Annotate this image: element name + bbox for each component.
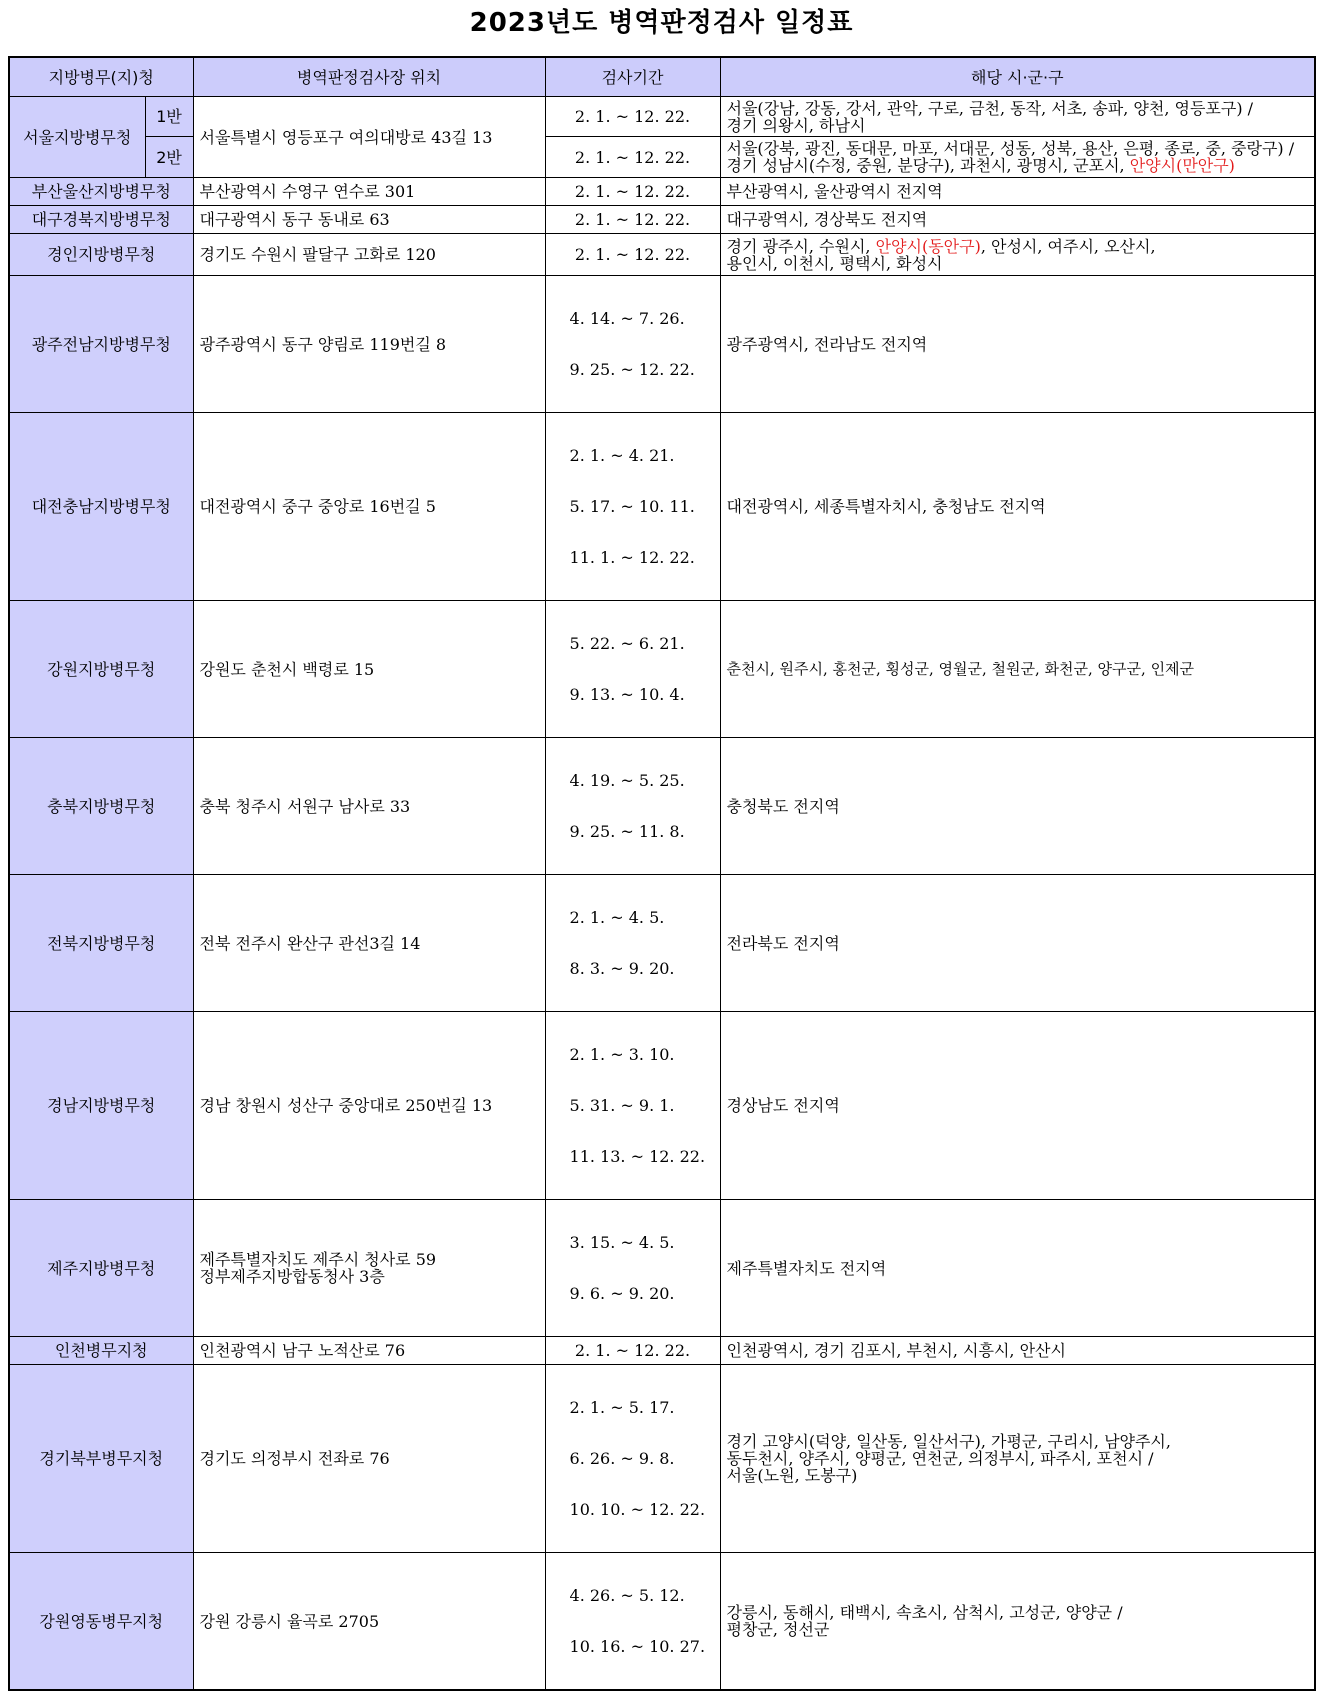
area-text: 경기 광주시, 수원시, (726, 236, 876, 256)
period-seoul-1: 2. 1. ~ 12. 22. (545, 97, 720, 137)
area-gwangju: 광주광역시, 전라남도 전지역 (720, 276, 1315, 413)
table-row (9, 97, 1315, 137)
page-title: 2023년도 병역판정검사 일정표 (469, 8, 854, 38)
period-line: 2. 1. ~ 3. 10. (569, 1045, 675, 1064)
area-gangwonyeongdong (720, 1553, 1315, 1691)
office-gangwon: 강원지방병무청 (9, 601, 193, 738)
period-line: 2. 1. ~ 4. 21. (569, 446, 675, 465)
period-incheon: 2. 1. ~ 12. 22. (545, 1337, 720, 1365)
period-line: 3. 15. ~ 4. 5. (569, 1233, 675, 1252)
location-gyeongin: 경기도 수원시 팔달구 고화로 120 (193, 234, 545, 276)
header-area: 해당 시·군·구 (720, 57, 1315, 97)
area-line: 강릉시, 동해시, 태백시, 속초시, 삼척시, 고성군, 양양군 / (726, 1603, 1123, 1622)
office-gangwonyeongdong: 강원영동병무지청 (9, 1553, 193, 1691)
area-line (727, 157, 1309, 174)
period-gyeongnam (545, 1012, 720, 1200)
period-line: 2. 1. ~ 5. 17. (569, 1398, 675, 1417)
location-chungbuk: 충북 청주시 서원구 남사로 33 (193, 738, 545, 875)
location-jeonbuk: 전북 전주시 완산구 관선3길 14 (193, 875, 545, 1012)
header-row (9, 57, 1315, 97)
table-row (9, 1012, 1315, 1200)
location-line: 정부제주지방합동청사 3층 (199, 1267, 385, 1286)
area-line: 경기 의왕시, 하남시 (726, 115, 866, 135)
table-row (9, 206, 1315, 234)
area-line: 동두천시, 양주시, 양평군, 연천군, 의정부시, 파주시, 포천시 / (726, 1449, 1154, 1468)
area-text: , 안성시, 여주시, 오산시, (980, 236, 1156, 256)
table-row (9, 1553, 1315, 1691)
office-busan: 부산울산지방병무청 (9, 178, 193, 206)
table-row (9, 178, 1315, 206)
office-jeju: 제주지방병무청 (9, 1200, 193, 1337)
area-jeju: 제주특별자치도 전지역 (720, 1200, 1315, 1337)
period-gangwonyeongdong (545, 1553, 720, 1691)
office-daejeon: 대전충남지방병무청 (9, 413, 193, 601)
period-line: 9. 25. ~ 12. 22. (569, 360, 695, 379)
period-line: 4. 14. ~ 7. 26. (569, 309, 685, 328)
area-chungbuk: 충청북도 전지역 (720, 738, 1315, 875)
period-line: 9. 25. ~ 11. 8. (569, 822, 685, 841)
period-line: 5. 17. ~ 10. 11. (569, 497, 695, 516)
office-gyeongin: 경인지방병무청 (9, 234, 193, 276)
period-line: 5. 31. ~ 9. 1. (569, 1096, 675, 1115)
period-line: 2. 1. ~ 4. 5. (569, 908, 665, 927)
ban-1: 1반 (145, 97, 193, 137)
period-line: 11. 13. ~ 12. 22. (569, 1147, 706, 1166)
period-line: 8. 3. ~ 9. 20. (569, 959, 675, 978)
area-highlight: 안양시(동안구) (875, 236, 981, 256)
period-line: 6. 26. ~ 9. 8. (569, 1449, 675, 1468)
location-gangwonyeongdong: 강원 강릉시 율곡로 2705 (193, 1553, 545, 1691)
location-gwangju: 광주광역시 동구 양림로 119번길 8 (193, 276, 545, 413)
office-daegu: 대구경북지방병무청 (9, 206, 193, 234)
area-gyeonggibukbu (720, 1365, 1315, 1553)
table-row (9, 413, 1315, 601)
area-gangwon: 춘천시, 원주시, 홍천군, 횡성군, 영월군, 철원군, 화천군, 양구군, 인제군 (720, 601, 1315, 738)
period-gangwon (545, 601, 720, 738)
period-gyeonggibukbu (545, 1365, 720, 1553)
period-gyeongin: 2. 1. ~ 12. 22. (545, 234, 720, 276)
location-gyeongnam: 경남 창원시 성산구 중앙대로 250번길 13 (193, 1012, 545, 1200)
period-busan: 2. 1. ~ 12. 22. (545, 178, 720, 206)
location-daegu: 대구광역시 동구 동내로 63 (193, 206, 545, 234)
area-line (727, 238, 1309, 255)
header-period: 검사기간 (545, 57, 720, 97)
period-line: 5. 22. ~ 6. 21. (569, 634, 685, 653)
office-chungbuk: 충북지방병무청 (9, 738, 193, 875)
area-text: 경기 성남시(수정, 중원, 분당구), 과천시, 광명시, 군포시, (726, 156, 1130, 175)
table-row (9, 601, 1315, 738)
office-seoul: 서울지방병무청 (9, 97, 145, 178)
office-gwangju: 광주전남지방병무청 (9, 276, 193, 413)
period-line: 9. 6. ~ 9. 20. (569, 1284, 675, 1303)
period-chungbuk (545, 738, 720, 875)
office-jeonbuk: 전북지방병무청 (9, 875, 193, 1012)
area-jeonbuk: 전라북도 전지역 (720, 875, 1315, 1012)
period-jeju (545, 1200, 720, 1337)
ban-2: 2반 (145, 137, 193, 178)
table-row (9, 738, 1315, 875)
table-row (9, 1200, 1315, 1337)
location-busan: 부산광역시 수영구 연수로 301 (193, 178, 545, 206)
table-row (9, 1365, 1315, 1553)
area-busan: 부산광역시, 울산광역시 전지역 (720, 178, 1315, 206)
period-seoul-2: 2. 1. ~ 12. 22. (545, 137, 720, 178)
area-seoul-1 (720, 97, 1315, 137)
location-line: 제주특별자치도 제주시 청사로 59 (199, 1250, 437, 1269)
area-line: 서울(노원, 도봉구) (726, 1466, 858, 1485)
table-row (9, 276, 1315, 413)
table-row (9, 234, 1315, 276)
header-location: 병역판정검사장 위치 (193, 57, 545, 97)
area-line: 용인시, 이천시, 평택시, 화성시 (726, 253, 943, 273)
table-row (9, 1337, 1315, 1365)
area-highlight: 안양시(만안구) (1129, 156, 1235, 175)
office-gyeongnam: 경남지방병무청 (9, 1012, 193, 1200)
location-incheon: 인천광역시 남구 노적산로 76 (193, 1337, 545, 1365)
schedule-table (8, 56, 1316, 1691)
period-line: 4. 19. ~ 5. 25. (569, 771, 685, 790)
area-gyeongin (720, 234, 1315, 276)
period-daejeon (545, 413, 720, 601)
area-incheon: 인천광역시, 경기 김포시, 부천시, 시흥시, 안산시 (720, 1337, 1315, 1365)
area-daegu: 대구광역시, 경상북도 전지역 (720, 206, 1315, 234)
location-jeju (193, 1200, 545, 1337)
period-line: 10. 16. ~ 10. 27. (569, 1637, 706, 1656)
period-line: 11. 1. ~ 12. 22. (569, 548, 695, 567)
location-gyeonggibukbu: 경기도 의정부시 전좌로 76 (193, 1365, 545, 1553)
period-line: 4. 26. ~ 5. 12. (569, 1586, 685, 1605)
area-line: 평창군, 정선군 (726, 1620, 830, 1639)
period-jeonbuk (545, 875, 720, 1012)
area-line: 서울(강북, 광진, 동대문, 마포, 서대문, 성동, 성북, 용산, 은평, 종로, 중, 중랑구) / (726, 139, 1295, 158)
area-seoul-2 (720, 137, 1315, 178)
period-line: 9. 13. ~ 10. 4. (569, 685, 685, 704)
office-incheon: 인천병무지청 (9, 1337, 193, 1365)
area-line: 서울(강남, 강동, 강서, 관악, 구로, 금천, 동작, 서초, 송파, 양천, 영등포구) / (726, 98, 1254, 118)
area-line: 경기 고양시(덕양, 일산동, 일산서구), 가평군, 구리시, 남양주시, (726, 1432, 1171, 1451)
header-office: 지방병무(지)청 (9, 57, 193, 97)
period-gwangju (545, 276, 720, 413)
location-gangwon: 강원도 춘천시 백령로 15 (193, 601, 545, 738)
table-row (9, 875, 1315, 1012)
office-gyeonggibukbu: 경기북부병무지청 (9, 1365, 193, 1553)
period-line: 10. 10. ~ 12. 22. (569, 1500, 706, 1519)
area-gyeongnam: 경상남도 전지역 (720, 1012, 1315, 1200)
area-daejeon: 대전광역시, 세종특별자치시, 충청남도 전지역 (720, 413, 1315, 601)
period-daegu: 2. 1. ~ 12. 22. (545, 206, 720, 234)
location-daejeon: 대전광역시 중구 중앙로 16번길 5 (193, 413, 545, 601)
location-seoul: 서울특별시 영등포구 여의대방로 43길 13 (193, 97, 545, 178)
